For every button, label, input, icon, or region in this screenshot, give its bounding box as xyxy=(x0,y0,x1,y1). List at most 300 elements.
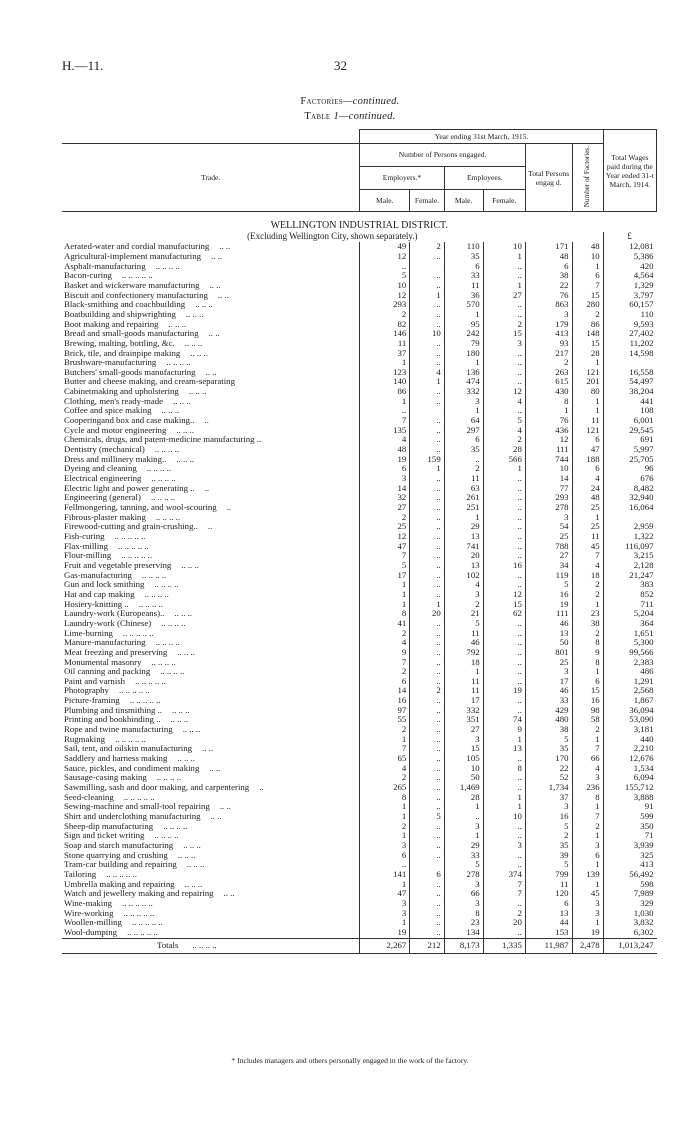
employees-male-cell: 570 xyxy=(444,300,483,310)
employees-male-cell: 332 xyxy=(444,387,483,397)
employers-male-cell: 7 xyxy=(360,551,410,561)
trade-cell xyxy=(62,339,360,349)
factories-count-cell: 86 xyxy=(572,320,603,330)
employees-male-cell: 20 xyxy=(444,551,483,561)
employers-female-cell: 1 xyxy=(410,464,444,474)
employees-male-cell: 21 xyxy=(444,609,483,619)
employees-male-cell: 1 xyxy=(444,513,483,523)
employers-female-cell: .. xyxy=(410,435,444,445)
factories-count-cell: 48 xyxy=(572,242,603,252)
total-wages-cell: 21,247 xyxy=(603,571,656,581)
employers-male-cell: 2 xyxy=(360,629,410,639)
employers-male-cell: 9 xyxy=(360,648,410,658)
employees-male-cell: 1 xyxy=(444,667,483,677)
trade-leader-dots: .. .. .. xyxy=(184,879,203,889)
trade-name: Engineering (general) xyxy=(64,493,141,503)
total-wages-cell: 5,300 xyxy=(603,638,656,648)
total-persons-cell: 293 xyxy=(525,493,572,503)
employers-male-cell: 16 xyxy=(360,696,410,706)
total-persons-cell: 8 xyxy=(525,397,572,407)
factories-count-cell: 2 xyxy=(572,629,603,639)
employers-male-cell: 135 xyxy=(360,426,410,436)
trade-name: Rope and twine manufacturing xyxy=(64,725,173,735)
table-row xyxy=(62,870,657,880)
trade-cell xyxy=(62,435,360,445)
employees-male-cell: 33 xyxy=(444,851,483,861)
employees-female-cell: .. xyxy=(483,271,525,281)
total-wages-cell: 12,676 xyxy=(603,754,656,764)
total-wages-cell: 91 xyxy=(603,802,656,812)
total-wages-cell: 8,482 xyxy=(603,484,656,494)
trade-name: Butter and cheese making, and cream-separating xyxy=(64,377,235,387)
table-row xyxy=(62,445,657,455)
table-row xyxy=(62,880,657,890)
trade-leader-dots: .. .. .. .. .. xyxy=(118,686,150,696)
table-row xyxy=(62,426,657,436)
employers-male-cell: 12 xyxy=(360,291,410,301)
employers-female-cell: .. xyxy=(410,677,444,687)
employers-male-cell: 2 xyxy=(360,310,410,320)
employers-female-cell: .. xyxy=(410,397,444,407)
wages-header: Total Wages paid during the Year ended 31-t March, 1914. xyxy=(603,130,656,212)
title-factories-suffix: —continued. xyxy=(342,96,400,107)
trade-name: Agricultural-implement manufacturing xyxy=(64,251,202,261)
trade-cell xyxy=(62,860,360,870)
currency-symbol: £ xyxy=(603,232,656,242)
employees-female-cell: .. xyxy=(483,484,525,494)
employers-male-cell: 27 xyxy=(360,503,410,513)
employees-female-cell: 7 xyxy=(483,880,525,890)
factories-count-cell: 1 xyxy=(572,802,603,812)
employees-male-cell: 27 xyxy=(444,725,483,735)
total-persons-header: Total Persons engag d. xyxy=(525,144,572,212)
employers-male-cell: 2 xyxy=(360,822,410,832)
trade-cell xyxy=(62,242,360,252)
persons-header: Number of Persons engaged. xyxy=(360,144,526,167)
employees-female-cell: .. xyxy=(483,860,525,870)
employers-male-cell: 86 xyxy=(360,387,410,397)
employers-male-cell: 123 xyxy=(360,368,410,378)
employees-male-cell: 35 xyxy=(444,252,483,262)
trade-leader-dots: .. .. .. .. xyxy=(151,657,176,667)
employees-female-header: Female. xyxy=(483,189,525,212)
employers-header: Employers.* xyxy=(360,166,444,189)
total-persons-cell: 5 xyxy=(525,735,572,745)
employees-male-cell: 28 xyxy=(444,793,483,803)
employees-male-cell: 11 xyxy=(444,474,483,484)
employers-male-cell: 97 xyxy=(360,706,410,716)
employers-female-cell: .. xyxy=(410,735,444,745)
total-persons-cell: 39 xyxy=(525,851,572,861)
factories-count-cell: 3 xyxy=(572,841,603,851)
employers-male-cell: 293 xyxy=(360,300,410,310)
employers-male-cell: 8 xyxy=(360,793,410,803)
factories-count-cell: 6 xyxy=(572,677,603,687)
total-wages-cell: 32,940 xyxy=(603,493,656,503)
trade-leader-dots: .. .. .. xyxy=(170,715,189,725)
table-row xyxy=(62,658,657,668)
trade-name: Flax-milling xyxy=(64,541,108,551)
total-persons-cell: 3 xyxy=(525,802,572,812)
trade-cell xyxy=(62,773,360,783)
employers-male-cell: 1 xyxy=(360,358,410,368)
employees-male-cell: 297 xyxy=(444,426,483,436)
trade-cell xyxy=(62,851,360,861)
employees-female-cell: 374 xyxy=(483,870,525,880)
total-wages-cell: 2,959 xyxy=(603,522,656,532)
trade-leader-dots: .. .. xyxy=(211,251,223,261)
employees-male-cell: 11 xyxy=(444,686,483,696)
employers-female-cell: .. xyxy=(410,706,444,716)
total-wages-cell: 1,867 xyxy=(603,696,656,706)
trade-name: Picture-framing xyxy=(64,696,120,706)
employees-female-cell: 15 xyxy=(483,329,525,339)
factories-table xyxy=(62,129,657,954)
trade-cell xyxy=(62,262,360,272)
trade-cell xyxy=(62,271,360,281)
trade-cell xyxy=(62,870,360,880)
employees-male-cell: 46 xyxy=(444,638,483,648)
total-wages-cell: 1,291 xyxy=(603,677,656,687)
trade-name: Black-smithing and coachbuilding xyxy=(64,300,186,310)
factories-count-cell: 38 xyxy=(572,619,603,629)
total-wages-cell: 96 xyxy=(603,464,656,474)
employees-male-cell: .. xyxy=(444,812,483,822)
total-wages-cell: 6,302 xyxy=(603,928,656,938)
trade-cell xyxy=(62,291,360,301)
table-row xyxy=(62,851,657,861)
total-wages-cell: 486 xyxy=(603,667,656,677)
total-persons-cell: 22 xyxy=(525,281,572,291)
employers-female-cell: .. xyxy=(410,271,444,281)
factories-count-cell: 66 xyxy=(572,754,603,764)
employers-male-cell: 1 xyxy=(360,397,410,407)
factories-count-cell: 236 xyxy=(572,783,603,793)
trade-cell xyxy=(62,416,360,426)
trade-name: Fellmongering, tanning, and wool-scouring xyxy=(64,503,217,512)
trade-leader-dots: .. .. .. xyxy=(177,647,195,657)
employers-female-cell: .. xyxy=(410,571,444,581)
table-row xyxy=(62,619,657,629)
table-row xyxy=(62,629,657,639)
trade-leader-dots: .. .. .. xyxy=(172,705,190,715)
trade-cell xyxy=(62,783,360,793)
trade-leader-dots: .. .. .. xyxy=(184,338,203,348)
factories-count-cell: 58 xyxy=(572,715,603,725)
factories-count-cell: 47 xyxy=(572,445,603,455)
trade-leader-dots: .. .. .. xyxy=(161,406,180,416)
trade-cell xyxy=(62,725,360,735)
employees-male-cell: 2 xyxy=(444,600,483,610)
table-row xyxy=(62,754,657,764)
employees-male-cell: 79 xyxy=(444,339,483,349)
trade-cell xyxy=(62,609,360,619)
employees-female-cell: .. xyxy=(483,783,525,793)
employers-female-cell xyxy=(410,262,444,272)
total-persons-cell: 2 xyxy=(525,831,572,841)
table-row xyxy=(62,291,657,301)
trade-cell xyxy=(62,455,360,465)
employers-male-cell: 14 xyxy=(360,686,410,696)
trade-leader-dots: .. .. .. xyxy=(188,387,207,397)
employees-female-cell: 10 xyxy=(483,812,525,822)
employees-female-cell: .. xyxy=(483,754,525,764)
employers-male-cell: 19 xyxy=(360,455,410,465)
trade-leader-dots: .. .. .. .. .. xyxy=(127,927,158,937)
employees-male-cell: 180 xyxy=(444,349,483,359)
employees-female-cell: 2 xyxy=(483,909,525,919)
employees-female-cell: 3 xyxy=(483,339,525,349)
employers-female-cell: .. xyxy=(410,928,444,938)
employees-female-cell: .. xyxy=(483,648,525,658)
total-persons-cell: 5 xyxy=(525,860,572,870)
employers-male-cell: 32 xyxy=(360,493,410,503)
employees-male-cell: 136 xyxy=(444,368,483,378)
employees-male-cell: 1 xyxy=(444,831,483,841)
factories-count-cell: 1 xyxy=(572,831,603,841)
factories-header-text: Number of Factories. xyxy=(583,146,592,208)
employees-male-cell: 110 xyxy=(444,242,483,252)
table-row xyxy=(62,358,657,368)
trade-name: Dyeing and cleaning xyxy=(64,464,137,474)
employees-female-cell: 1 xyxy=(483,252,525,262)
trade-leader-dots: .. .. .. .. xyxy=(150,493,176,503)
employers-female-cell: 2 xyxy=(410,686,444,696)
table-row xyxy=(62,860,657,870)
employers-male-cell: 3 xyxy=(360,474,410,484)
employees-male-cell: 15 xyxy=(444,744,483,754)
employees-male-cell: 351 xyxy=(444,715,483,725)
employees-female-cell: .. xyxy=(483,619,525,629)
trade-cell xyxy=(62,754,360,764)
trade-cell xyxy=(62,551,360,561)
table-row xyxy=(62,918,657,928)
trade-header-spacer xyxy=(62,130,360,144)
total-persons-cell: 801 xyxy=(525,648,572,658)
trade-name: Fibrous-plaster making xyxy=(64,512,146,522)
employees-male-cell: 6 xyxy=(444,435,483,445)
total-persons-cell: 1,734 xyxy=(525,783,572,793)
total-persons-cell: 76 xyxy=(525,416,572,426)
total-persons-cell: 52 xyxy=(525,773,572,783)
total-wages-cell: 329 xyxy=(603,899,656,909)
trade-name: Shirt and underclothing manufacturing xyxy=(64,812,201,821)
total-wages-cell: 38,204 xyxy=(603,387,656,397)
employees-male-cell: 8 xyxy=(444,909,483,919)
trade-leader-dots: .. .. .. .. xyxy=(161,618,186,628)
trade-name: Gun and lock smithing xyxy=(64,580,145,590)
total-wages-cell: 676 xyxy=(603,474,656,484)
employees-male-cell: 35 xyxy=(444,445,483,455)
factories-count-cell: 8 xyxy=(572,638,603,648)
trade-name: Lime-burning xyxy=(64,628,113,638)
factories-count-cell: 3 xyxy=(572,773,603,783)
trade-name: Sauce, pickles, and condiment making xyxy=(64,763,200,773)
trade-name: Plumbing and tinsmithing .. xyxy=(64,705,162,715)
employers-female-cell: .. xyxy=(410,551,444,561)
employers-female-cell: .. xyxy=(410,793,444,803)
total-persons-cell: 13 xyxy=(525,629,572,639)
total-persons-cell: 788 xyxy=(525,542,572,552)
employers-male-cell: 3 xyxy=(360,841,410,851)
trade-leader-dots: .. .. .. xyxy=(174,609,192,619)
total-wages-cell: 71 xyxy=(603,831,656,841)
table-row xyxy=(62,271,657,281)
employees-female-cell: .. xyxy=(483,406,525,416)
employees-female-cell: 1 xyxy=(483,281,525,291)
trade-leader-dots: .. .. .. xyxy=(181,560,199,570)
trade-cell xyxy=(62,928,360,938)
trade-leader-dots: .. xyxy=(226,503,232,512)
total-persons-cell: 37 xyxy=(525,793,572,803)
employers-female-cell: 10 xyxy=(410,329,444,339)
factories-count-cell: 1 xyxy=(572,880,603,890)
trade-cell xyxy=(62,310,360,320)
trade-name: Chemicals, drugs, and patent-medicine manufacturing .. xyxy=(64,435,262,445)
employers-female-cell: .. xyxy=(410,754,444,764)
trade-name: Manure-manufacturing xyxy=(64,638,146,648)
trade-leader-dots: .. .. .. .. .. xyxy=(121,271,153,281)
total-wages-cell: 29,545 xyxy=(603,426,656,436)
title-table-suffix: 1—continued. xyxy=(330,111,396,122)
employers-male-cell: 4 xyxy=(360,435,410,445)
employers-female-cell: .. xyxy=(410,619,444,629)
trade-cell xyxy=(62,880,360,890)
total-wages-cell: 3,888 xyxy=(603,793,656,803)
table-row xyxy=(62,831,657,841)
employees-male-cell: 792 xyxy=(444,648,483,658)
employees-female-cell: 16 xyxy=(483,561,525,571)
factories-count-cell: 98 xyxy=(572,706,603,716)
total-wages-cell: 5,997 xyxy=(603,445,656,455)
total-wages-cell: 4,564 xyxy=(603,271,656,281)
totals-total-wages-cell: 1,013,247 xyxy=(603,938,656,953)
trade-cell xyxy=(62,484,360,494)
factories-count-cell: 15 xyxy=(572,291,603,301)
total-wages-cell: 116,097 xyxy=(603,542,656,552)
table-row xyxy=(62,802,657,812)
employers-male-cell: 37 xyxy=(360,349,410,359)
trade-cell xyxy=(62,300,360,310)
trade-leader-dots: .. .. .. .. .. xyxy=(114,531,146,541)
trade-cell xyxy=(62,899,360,909)
trade-name: Hat and cap making xyxy=(64,589,135,599)
employers-female-cell: .. xyxy=(410,320,444,330)
total-wages-cell: 5,204 xyxy=(603,609,656,619)
trade-cell xyxy=(62,252,360,262)
total-wages-cell: 2,383 xyxy=(603,658,656,668)
total-persons-cell: 13 xyxy=(525,909,572,919)
table-row xyxy=(62,522,657,532)
employees-female-cell: 2 xyxy=(483,320,525,330)
table-row xyxy=(62,329,657,339)
employees-female-cell: 7 xyxy=(483,889,525,899)
total-persons-cell: 429 xyxy=(525,706,572,716)
table-row xyxy=(62,493,657,503)
trade-name: Hosiery-knitting .. xyxy=(64,599,129,609)
employees-male-cell: 134 xyxy=(444,928,483,938)
total-wages-cell: 1,534 xyxy=(603,764,656,774)
factories-count-cell: 2 xyxy=(572,310,603,320)
trade-name: Seed-cleaning xyxy=(64,792,114,802)
factories-count-cell: 1 xyxy=(572,406,603,416)
table-row xyxy=(62,889,657,899)
employers-female-cell: .. xyxy=(410,445,444,455)
employees-male-cell: 4 xyxy=(444,580,483,590)
totals-row xyxy=(62,938,657,953)
table-row xyxy=(62,715,657,725)
employers-male-cell: 47 xyxy=(360,889,410,899)
trade-leader-dots: .. .. xyxy=(205,367,217,377)
employers-male-cell: 5 xyxy=(360,561,410,571)
employees-female-cell: .. xyxy=(483,899,525,909)
employers-female-cell: .. xyxy=(410,841,444,851)
employers-male-cell: 25 xyxy=(360,522,410,532)
trade-cell xyxy=(62,397,360,407)
employees-male-cell: 13 xyxy=(444,532,483,542)
totals-label: Totals xyxy=(157,939,179,950)
trade-name: Sheep-dip manufacturing xyxy=(64,821,154,831)
employers-male-cell: 6 xyxy=(360,851,410,861)
total-wages-cell: 27,402 xyxy=(603,329,656,339)
total-persons-cell: 44 xyxy=(525,918,572,928)
trade-cell xyxy=(62,358,360,368)
employers-male-cell: 1 xyxy=(360,590,410,600)
total-wages-cell: 5,386 xyxy=(603,252,656,262)
total-wages-cell: 364 xyxy=(603,619,656,629)
employers-female-cell: .. xyxy=(410,909,444,919)
employers-male-cell: 3 xyxy=(360,909,410,919)
year-header: Year ending 31st March, 1915. xyxy=(360,130,603,144)
trade-name: Boatbuilding and shipwrighting xyxy=(64,309,176,319)
factories-count-cell: 1 xyxy=(572,513,603,523)
total-persons-cell: 6 xyxy=(525,262,572,272)
factories-count-cell: 3 xyxy=(572,899,603,909)
table-row xyxy=(62,706,657,716)
table-row xyxy=(62,320,657,330)
table-row xyxy=(62,513,657,523)
employees-female-cell: .. xyxy=(483,503,525,513)
factories-count-cell: 25 xyxy=(572,522,603,532)
table-row xyxy=(62,928,657,938)
employers-female-cell: .. xyxy=(410,725,444,735)
trade-leader-dots: .. .. xyxy=(223,889,235,899)
trade-name: Coffee and spice making xyxy=(64,406,152,416)
total-wages-cell: 9,593 xyxy=(603,320,656,330)
table-row xyxy=(62,773,657,783)
total-persons-cell: 5 xyxy=(525,822,572,832)
total-wages-cell: 3,939 xyxy=(603,841,656,851)
employers-male-cell: 265 xyxy=(360,783,410,793)
employees-female-cell: 19 xyxy=(483,686,525,696)
table-row xyxy=(62,464,657,474)
district-subtitle: (Excluding Wellington City, shown separately.) xyxy=(247,232,418,242)
trade-leader-dots: .. .. .. .. .. xyxy=(122,628,154,638)
factories-count-cell: 25 xyxy=(572,503,603,513)
employees-male-cell: 1 xyxy=(444,358,483,368)
employers-female-cell: .. xyxy=(410,899,444,909)
employers-male-cell: 6 xyxy=(360,464,410,474)
title-factories-word: Factories xyxy=(300,96,343,107)
table-row xyxy=(62,416,657,426)
trade-cell xyxy=(62,686,360,696)
factories-count-cell: 1 xyxy=(572,397,603,407)
trade-name: Sail, tent, and oilskin manufacturing xyxy=(64,744,193,754)
employers-female-cell: .. xyxy=(410,764,444,774)
trade-cell xyxy=(62,909,360,919)
factories-count-cell: 188 xyxy=(572,455,603,465)
factories-count-cell: 45 xyxy=(572,542,603,552)
